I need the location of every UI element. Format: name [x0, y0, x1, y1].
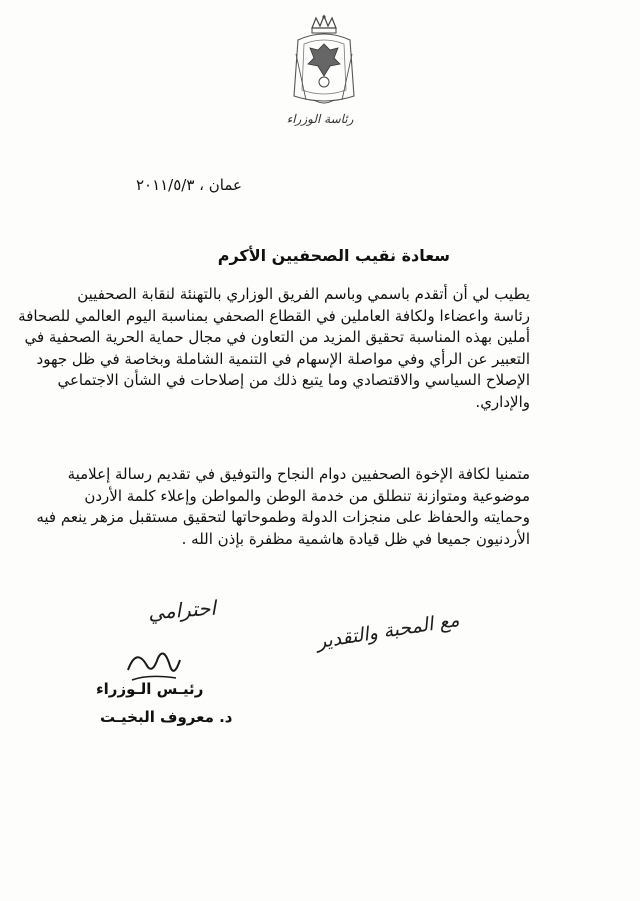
paragraph-line: الأردنيون جميعا في ظل قيادة هاشمية مظفرة بإذن الله .	[181, 529, 530, 548]
paragraph-line: التعبير عن الرأي وفي مواصلة الإسهام في التنمية الشاملة وبخاصة في ظل جهود	[36, 349, 530, 368]
paragraph-line: يطيب لي أن أتقدم باسمي وباسم الفريق الوزاري بالتهنئة لنقابة الصحفيين	[77, 285, 530, 303]
body-paragraph-1	[18, 284, 530, 414]
paragraph-line: والإداري.	[475, 392, 530, 411]
hashemite-crown-emblem-icon	[284, 14, 364, 114]
paragraph-line: رئاسة واعضاءا ولكافة العاملين في القطاع الصحفي بمناسبة اليوم العالمي للصحافة	[18, 306, 530, 325]
letter-salutation: سعادة نقيب الصحفيين الأكرم	[217, 246, 450, 265]
handwritten-regards: احترامي	[147, 595, 217, 625]
handwritten-closing: مع المحبة والتقدير	[315, 608, 461, 654]
paragraph-line: موضوعية ومتوازنة تنطلق من خدمة الوطن والمواطن وإعلاء كلمة الأردن	[84, 486, 530, 505]
paragraph-line: الإصلاح السياسي والاقتصادي وما يتبع ذلك من إصلاحات في الشأن الاجتماعي	[57, 371, 530, 390]
body-paragraph-2	[36, 464, 530, 550]
letterhead-organization-name: رئاسة الوزراء	[286, 112, 354, 126]
paragraph-line: متمنيا لكافة الإخوة الصحفيين دوام النجاح والتوفيق في تقديم رسالة إعلامية	[67, 465, 530, 483]
signatory-title: رئيـس الـوزراء	[96, 680, 204, 698]
letter-date: عمان ، ٢٠١١/٥/٣	[135, 176, 242, 194]
paragraph-line: أملين بهذه المناسبة تحقيق المزيد من التعاون في مجال حماية الحرية الصحفية في	[24, 328, 530, 347]
paragraph-line: وحمايته والحفاظ على منجزات الدولة وطموحاتها لتحقيق مستقبل مزهر ينعم فيه	[36, 508, 530, 527]
signatory-name: د. معروف البخيـت	[100, 708, 233, 726]
